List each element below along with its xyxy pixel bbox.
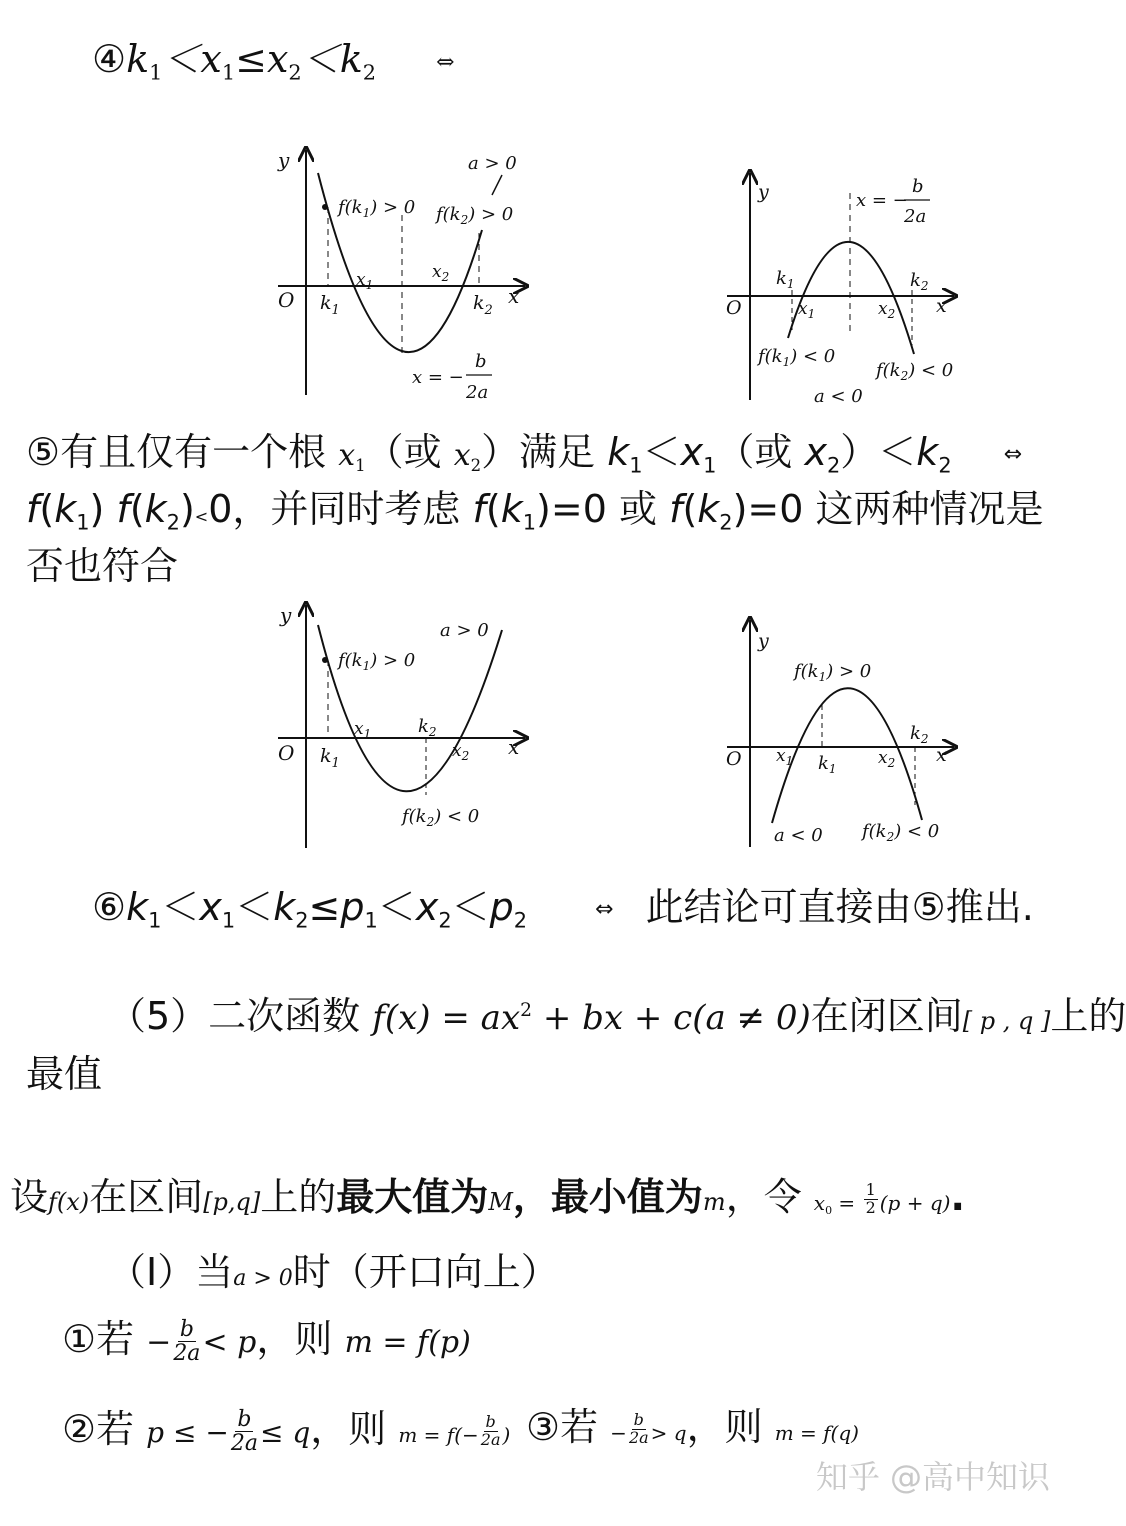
svg-text:a > 0: a > 0 xyxy=(468,153,517,174)
graph-5a xyxy=(270,600,540,850)
svg-text:a < 0: a < 0 xyxy=(814,386,863,407)
svg-text:k1: $k_1$ xyxy=(776,268,795,291)
svg-text:x1: $x_1$ xyxy=(354,719,372,741)
svg-text:b: b xyxy=(475,351,487,372)
svg-text:f(k2) < 0: $f(k_2) < 0$ xyxy=(876,360,954,383)
svg-text:2a: 2a xyxy=(466,382,489,403)
svg-text:O: O xyxy=(278,288,295,312)
svg-text:f(k1) > 0: $f(k_1) > 0$ xyxy=(338,197,416,220)
svg-text:k2: $k_2$ xyxy=(418,716,437,739)
svg-text:f(k2) > 0: $f(k_2) > 0$ xyxy=(436,204,514,227)
svg-text:a < 0: a < 0 xyxy=(774,825,823,846)
svg-text:O: O xyxy=(278,741,295,765)
svg-text:k2: $k_2$ xyxy=(910,723,929,746)
svg-text:f(k1) < 0: $f(k_1) < 0$ xyxy=(758,346,836,369)
case-i-heading: （Ⅰ）当a > 0时（开口向上） xyxy=(108,1250,559,1294)
svg-text:x1: $x_1$ xyxy=(798,299,816,321)
svg-text:f(k1) > 0: $f(k_1) > 0$ xyxy=(794,661,872,684)
section5-line2: 最值 xyxy=(26,1052,103,1096)
svg-text:f(k2) < 0: $f(k_2) < 0$ xyxy=(402,806,480,829)
item5-line2: $f(k_1)$ $f(k_2)<0$，并同时考虑 $f(k_1)=0$ 或 $f(k_2)=0$ 这两种情况是 xyxy=(26,487,1044,535)
svg-text:x1: $x_1$ xyxy=(356,270,374,292)
svg-text:x2: $x_2$ xyxy=(432,262,450,284)
svg-text:O: O xyxy=(726,297,742,319)
svg-text:y: y xyxy=(758,181,769,203)
iff-icon: ⇔ xyxy=(1003,441,1023,467)
svg-text:y: y xyxy=(280,603,292,627)
svg-text:x: x xyxy=(508,284,520,308)
item5-line3: 否也符合 xyxy=(26,544,179,588)
svg-text:x: x xyxy=(936,295,947,317)
svg-text:y: y xyxy=(278,148,290,172)
svg-text:f(k2) < 0: $f(k_2) < 0$ xyxy=(862,821,940,844)
svg-text:k2: $k_2$ xyxy=(473,292,493,318)
rule-3: ③若 − $\frac{b}{2a}$ > q，则 m = f(q) xyxy=(526,1405,859,1449)
svg-text:x2: $x_2$ xyxy=(878,748,896,770)
svg-text:x: x xyxy=(936,744,947,766)
svg-text:x1: $x_1$ xyxy=(776,746,794,768)
svg-text:x: x xyxy=(508,735,520,759)
graph-5b xyxy=(722,615,972,855)
svg-text:k1: $k_1$ xyxy=(320,292,340,318)
graph-4b xyxy=(722,168,972,408)
graph-4a xyxy=(270,145,540,405)
svg-text:k2: $k_2$ xyxy=(910,270,929,293)
section5-heading: （5）二次函数 $f(x) = ax^2$ + bx + c(a ≠ 0)在闭区间[ p , q ]上的 xyxy=(108,994,1126,1038)
svg-text:O: O xyxy=(726,748,742,770)
svg-text:b: b xyxy=(912,176,924,197)
item6-line: $⑥k_1<x_1<k_2\le p_1<x_2<p_2$ ⇔ 此结论可直接由⑤推出. xyxy=(92,885,1034,933)
svg-text:a > 0: a > 0 xyxy=(440,620,489,641)
svg-text:2a: 2a xyxy=(904,206,927,227)
iff-icon: ⇔ xyxy=(436,49,455,75)
iff-icon: ⇔ xyxy=(595,896,614,922)
svg-text:x = −: x = − xyxy=(856,190,908,211)
item4-condition: $④k_1<x_1\le x_2<k_2$ ⇔ xyxy=(92,37,455,85)
rule-1: ①若 − $\frac{b}{2a}$ < p，则 m = f(p) xyxy=(62,1317,471,1367)
rule-2: ②若 p ≤ − $\frac{b}{2a}$ ≤ q，则 m = f(− $\frac{b}{2a}$ ) xyxy=(62,1407,511,1457)
svg-text:x = −: x = − xyxy=(412,367,464,388)
watermark: 知乎 @高中知识 xyxy=(815,1458,1050,1496)
svg-text:x2: $x_2$ xyxy=(452,741,470,763)
svg-text:k1: $k_1$ xyxy=(320,745,340,771)
svg-text:f(k1) > 0: $f(k_1) > 0$ xyxy=(338,650,416,673)
item5-line1: ⑤有且仅有一个根 $x_1$（或 $x_2$）满足 $k_1<x_1$（或 $x_2)<k_2$ ⇔ xyxy=(26,430,1023,478)
svg-text:x2: $x_2$ xyxy=(878,299,896,321)
svg-text:y: y xyxy=(758,630,769,652)
svg-text:k1: $k_1$ xyxy=(818,753,837,776)
set-line: 设f(x)在区间[p,q]上的最大值为M，最小值为m，令 $x_0$ = $\frac{1}{2}$ (p + q). xyxy=(10,1175,965,1219)
